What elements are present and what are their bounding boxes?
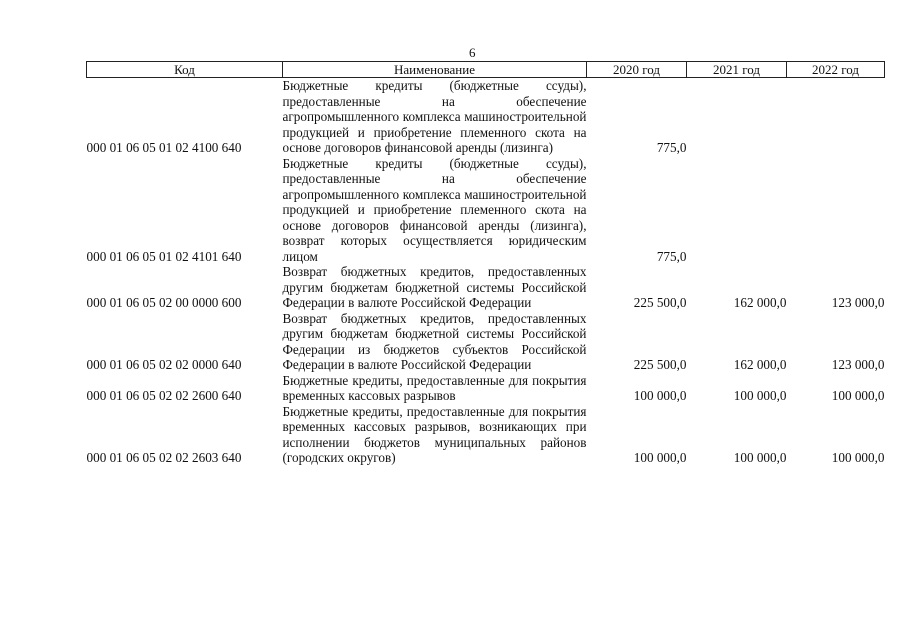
row-name: Возврат бюджетных кредитов, предоставленных другим бюджетам бюджетной системы Российской Федерации в валюте Российской Федерации [282,264,587,310]
row-name: Бюджетные кредиты (бюджетные ссуды), предоставленные на обеспечение агропромышленного комплекса машиностроительной продукцией и приобретение племенного скота на основе договоров финансовой аренды (лизинга) [282,78,587,155]
row-value-2022 [787,78,885,156]
table-header-row [87,62,885,78]
row-value-2021 [687,156,787,265]
row-value-2020: 225 500,0 [633,295,687,310]
page-number: 6 [469,45,476,60]
table-row [87,78,885,156]
row-value-2022: 100 000,0 [831,388,885,403]
row-code: 000 01 06 05 02 00 0000 600 [86,295,242,310]
header-2021: 2021 год [687,62,787,78]
row-code: 000 01 06 05 02 02 2600 640 [86,388,242,403]
row-value-2020: 225 500,0 [633,357,687,372]
row-value-2020: 775,0 [656,248,687,264]
header-code: Код [87,62,283,78]
table-row [87,156,885,265]
row-value-2021: 162 000,0 [733,357,787,372]
row-name: Бюджетные кредиты, предоставленные для покрытия временных кассовых разрывов, возникающих при исполнении бюджетов муниципальных районов (городских округов) [282,403,587,465]
table-row [87,404,885,466]
row-name: Бюджетные кредиты, предоставленные для покрытия временных кассовых разрывов [282,372,587,403]
row-value-2022: 100 000,0 [831,450,885,465]
row-name: Возврат бюджетных кредитов, предоставленных другим бюджетам бюджетной системы Российской Федерации из бюджетов субъектов Российской Федерации в валюте Российской Федерации [282,310,587,372]
table-row [87,264,885,311]
row-name: Бюджетные кредиты (бюджетные ссуды), предоставленные на обеспечение агропромышленного комплекса машиностроительной продукцией и приобретение племенного скота на основе договоров финансовой аренды (лизинга), возврат которых осуществляется юридическим лицом [282,155,587,264]
row-value-2022 [787,156,885,265]
row-value-2021 [687,78,787,156]
table-row [87,373,885,404]
budget-table [86,61,885,466]
row-value-2022: 123 000,0 [831,295,885,310]
row-value-2021: 100 000,0 [733,388,787,403]
row-value-2021: 100 000,0 [733,450,787,465]
row-value-2020: 100 000,0 [633,450,687,465]
row-value-2020: 775,0 [656,140,687,155]
header-2022: 2022 год [787,62,885,78]
row-code: 000 01 06 05 01 02 4101 640 [86,248,242,264]
table-row [87,311,885,373]
header-name: Наименование [283,62,587,78]
row-code: 000 01 06 05 01 02 4100 640 [86,140,242,155]
row-value-2021: 162 000,0 [733,295,787,310]
row-value-2022: 123 000,0 [831,357,885,372]
row-code: 000 01 06 05 02 02 0000 640 [86,357,242,372]
row-value-2020: 100 000,0 [633,388,687,403]
row-code: 000 01 06 05 02 02 2603 640 [86,450,242,465]
header-2020: 2020 год [587,62,687,78]
